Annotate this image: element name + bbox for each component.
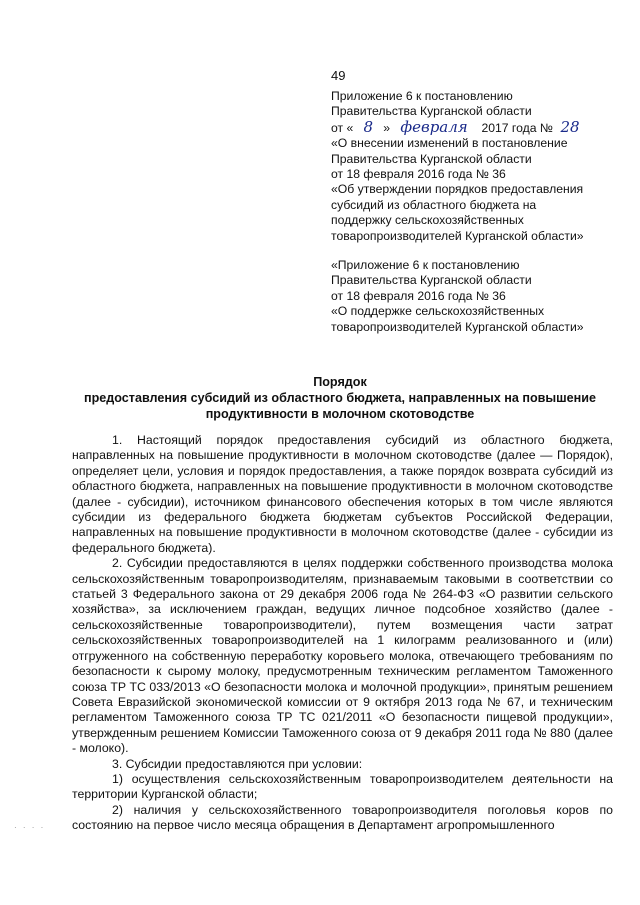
appendix-date-line bbox=[331, 117, 587, 136]
appendix-line: от 18 февраля 2016 года № 36 bbox=[331, 288, 506, 303]
paragraph: 1) осуществления сельскохозяйственным товаропроизводителем деятельности на территории Курганской области; bbox=[72, 771, 613, 802]
appendix-line: Правительства Курганской области bbox=[331, 151, 532, 166]
appendix-line: Правительства Курганской области bbox=[331, 273, 532, 288]
handwritten-number: 28 bbox=[560, 117, 580, 136]
paragraph: 3. Субсидии предоставляются при условии: bbox=[112, 756, 363, 771]
appendix-line: субсидий из областного бюджета на bbox=[331, 197, 537, 212]
appendix-line: товаропроизводителей Курганской области» bbox=[331, 319, 584, 334]
document-title bbox=[70, 374, 610, 422]
title-line: Порядок bbox=[313, 375, 367, 389]
title-line: продуктивности в молочном скотоводстве bbox=[205, 407, 475, 421]
handwritten-month: февраля bbox=[400, 117, 468, 136]
paragraph: 1. Настоящий порядок предоставления субсидий из областного бюджета, направленных на повышение продуктивности в молочном скотоводстве (далее — Порядок), определяет цели, условия и порядок предоставления, а также порядок возврата субсидий из областного бюджета, направленных на повышение продуктивности в молочном скотоводстве (далее - субсидии), источником финансового обеспечения которых в том числе являются субсидии из федерального бюджета бюджетам субъектов Российской Федерации, направленных на повышение продуктивности в молочном скотоводстве (далее - субсидии из федерального бюджета). bbox=[72, 433, 613, 555]
appendix-line: поддержку сельскохозяйственных bbox=[331, 213, 524, 228]
appendix-original bbox=[331, 258, 584, 335]
document-body bbox=[72, 433, 613, 834]
date-suffix: 2017 года № bbox=[481, 120, 553, 135]
appendix-line: Правительства Курганской области bbox=[331, 104, 532, 119]
appendix-line: товаропроизводителей Курганской области» bbox=[331, 228, 584, 243]
appendix-line: «Приложение 6 к постановлению bbox=[331, 258, 520, 272]
appendix-header bbox=[331, 89, 587, 244]
page-number: 49 bbox=[331, 68, 346, 83]
handwritten-day: 8 bbox=[363, 117, 374, 136]
appendix-line: Приложение 6 к постановлению bbox=[331, 89, 513, 103]
scan-noise: · · · · bbox=[14, 823, 46, 832]
appendix-line: от 18 февраля 2016 года № 36 bbox=[331, 167, 506, 182]
appendix-line: «О внесении изменений в постановление bbox=[331, 136, 568, 151]
paragraph: 2) наличия у сельскохозяйственного товаропроизводителя поголовья коров по состоянию на первое число месяца обращения в Департамент агропромышленного bbox=[72, 802, 613, 833]
title-line: предоставления субсидий из областного бюджета, направленных на повышение bbox=[83, 391, 597, 405]
paragraph: 2. Субсидии предоставляются в целях поддержки собственного производства молока сельскохозяйственным товаропроизводителям, признаваемым таковыми в соответствии со статьей 3 Федерального закона от 29 декабря 2006 года № 264-ФЗ «О развитии сельского хозяйства», за исключением граждан, ведущих личное подсобное хозяйство (далее - сельскохозяйственные товаропроизводители), путем возмещения части затрат сельскохозяйственных товаропроизводителей на 1 килограмм реализованного и (или) отгруженного на собственную переработку коровьего молока, отвечающего требованиям по безопасности к сырому молоку, предусмотренным техническим регламентом Таможенного союза ТР ТС 033/2013 «О безопасности молока и молочной продукции», принятым решением Совета Евразийской экономической комиссии от 9 октября 2013 года № 67, и техническим регламентом Таможенного союза ТР ТС 021/2011 «О безопасности пищевой продукции», утвержденным решением Комиссии Таможенного союза от 9 декабря 2011 года № 880 (далее - молоко). bbox=[72, 556, 613, 756]
appendix-line: «О поддержке сельскохозяйственных bbox=[331, 304, 545, 319]
date-prefix: от « bbox=[331, 120, 354, 135]
appendix-line: «Об утверждении порядков предоставления bbox=[331, 182, 584, 197]
date-mid: » bbox=[383, 120, 391, 135]
